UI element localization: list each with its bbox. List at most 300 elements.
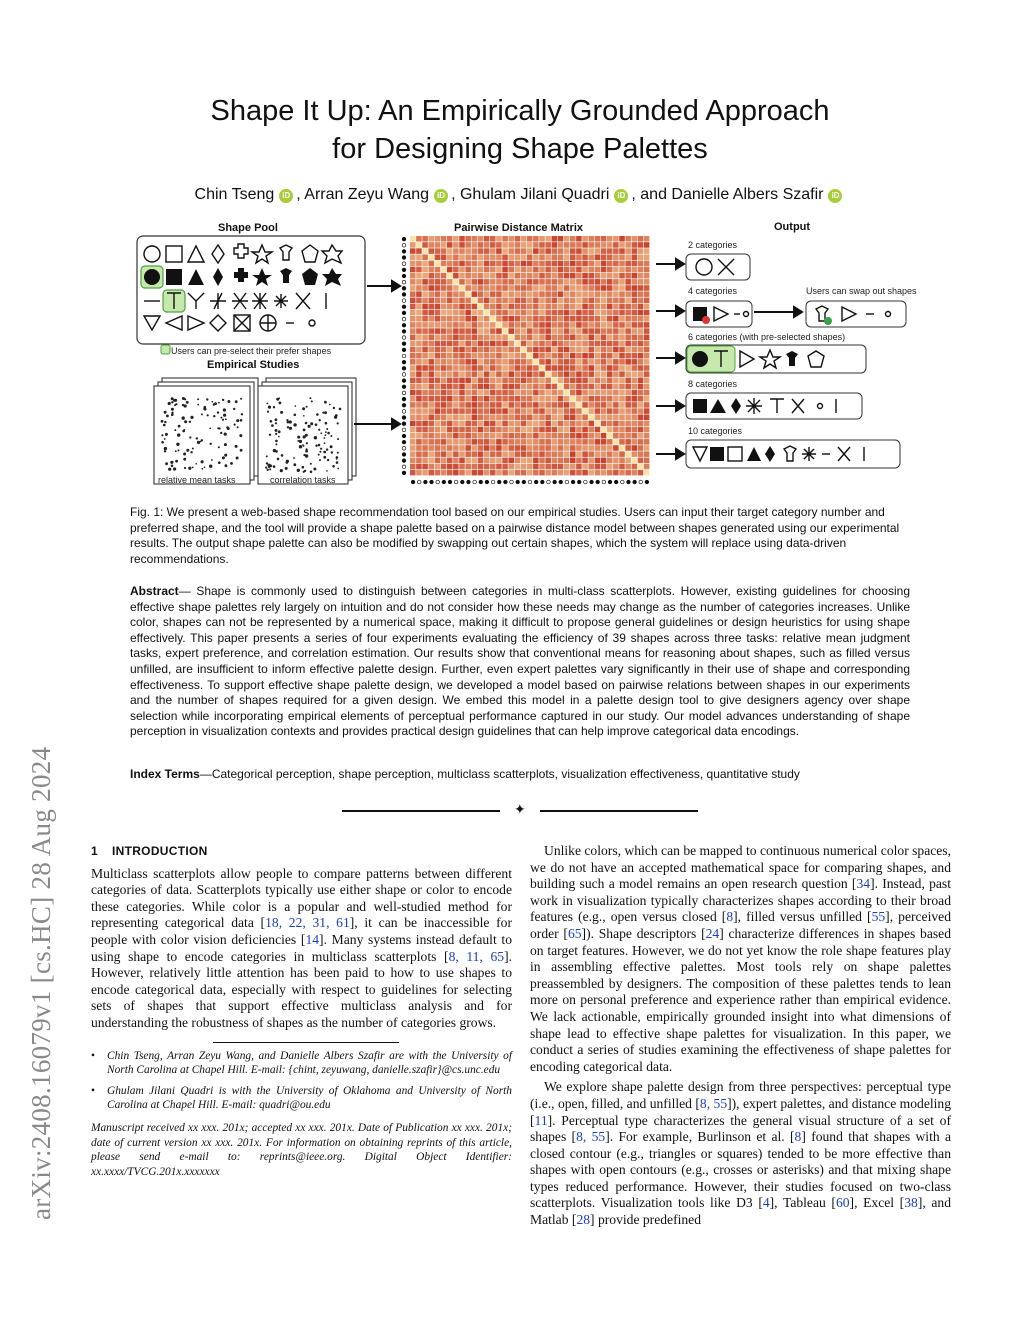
heatmap-cell [435, 304, 441, 310]
heatmap-cell [539, 359, 545, 365]
heatmap-cell [453, 291, 459, 297]
heatmap-cell [435, 273, 441, 279]
heatmap-cell [472, 408, 478, 414]
heatmap-cell [422, 334, 428, 340]
heatmap-cell [533, 439, 539, 445]
orcid-icon[interactable]: iD [828, 189, 842, 203]
heatmap-cell [545, 378, 551, 384]
heatmap-cell [441, 273, 447, 279]
heatmap-cell [545, 341, 551, 347]
heatmap-cell [459, 402, 465, 408]
heatmap-cell [533, 433, 539, 439]
heatmap-cell [465, 341, 471, 347]
scatter-point [175, 450, 177, 452]
heatmap-cell [632, 427, 638, 433]
heatmap-cell [558, 390, 564, 396]
shape-pool-icons [144, 244, 342, 263]
scatter-point [299, 445, 302, 448]
heatmap-cell [552, 353, 558, 359]
heatmap-cell [472, 427, 478, 433]
heatmap-cell [484, 421, 490, 427]
heatmap-cell [552, 347, 558, 353]
heatmap-cell [472, 316, 478, 322]
heatmap-cell [632, 254, 638, 260]
heatmap-cell [558, 378, 564, 384]
scatter-point [336, 461, 339, 464]
heatmap-cell [502, 445, 508, 451]
heatmap-cell [410, 291, 416, 297]
heatmap-cell [453, 396, 459, 402]
heatmap-cell [638, 451, 644, 457]
heatmap-cell [588, 328, 594, 334]
heatmap-cell [459, 248, 465, 254]
heatmap-cell [508, 298, 514, 304]
heatmap-cell [428, 378, 434, 384]
heatmap-cell [490, 291, 496, 297]
heatmap-cell [564, 365, 570, 371]
heatmap-cell [441, 458, 447, 464]
heatmap-cell [484, 365, 490, 371]
heatmap-cell [527, 414, 533, 420]
heatmap-cell [447, 408, 453, 414]
heatmap-cell [490, 390, 496, 396]
heatmap-cell [539, 414, 545, 420]
heatmap-cell [459, 267, 465, 273]
heatmap-cell [545, 458, 551, 464]
heatmap-cell [410, 365, 416, 371]
heatmap-cell [478, 414, 484, 420]
heatmap-cell [447, 310, 453, 316]
heatmap-cell [625, 408, 631, 414]
scatter-point [239, 434, 242, 437]
heatmap-cell [508, 408, 514, 414]
heatmap-cell [453, 304, 459, 310]
heatmap-cell [435, 316, 441, 322]
heatmap-cell [515, 390, 521, 396]
citation-link[interactable]: 65 [567, 925, 582, 941]
heatmap-cell [570, 316, 576, 322]
citation-link[interactable]: 8, 55 [576, 1129, 606, 1145]
citation-link[interactable]: 18, 22, 31, 61 [265, 915, 350, 931]
heatmap-cell [435, 322, 441, 328]
axis-glyph [402, 410, 406, 414]
heatmap-cell [613, 414, 619, 420]
heatmap-cell [601, 334, 607, 340]
heatmap-cell [539, 451, 545, 457]
heatmap-cell [552, 359, 558, 365]
heatmap-cell [416, 242, 422, 248]
heatmap-cell [619, 341, 625, 347]
heatmap-cell [644, 458, 650, 464]
heatmap-cell [564, 310, 570, 316]
heatmap-cell [607, 439, 613, 445]
heatmap-cell [453, 414, 459, 420]
heatmap-cell [582, 427, 588, 433]
heatmap-cell [515, 439, 521, 445]
heatmap-cell [644, 359, 650, 365]
heatmap-cell [459, 322, 465, 328]
heatmap-cell [588, 347, 594, 353]
heatmap-cell [632, 310, 638, 316]
orcid-icon[interactable]: iD [434, 189, 448, 203]
heatmap-cell [552, 365, 558, 371]
heatmap-cell [588, 261, 594, 267]
heatmap-cell [632, 451, 638, 457]
heatmap-cell [422, 433, 428, 439]
heatmap-cell [539, 322, 545, 328]
scatter-point [275, 433, 277, 435]
heatmap-cell [527, 353, 533, 359]
heatmap-cell [632, 378, 638, 384]
footnote-bullet: • [91, 1084, 95, 1097]
scatter-point [287, 421, 290, 424]
citation-link[interactable]: 8, 55 [699, 1095, 728, 1111]
heatmap-cell [428, 341, 434, 347]
heatmap-cell [558, 316, 564, 322]
heatmap-cell [576, 365, 582, 371]
index-terms-text: —Categorical perception, shape perception, multiclass scatterplots, visualization effectiveness, quantitative study [199, 767, 800, 781]
citation-link[interactable]: 34 [856, 876, 871, 892]
heatmap-cell [484, 445, 490, 451]
heatmap-cell [478, 328, 484, 334]
scatter-point [324, 437, 326, 439]
heatmap-cell [632, 304, 638, 310]
citation-link[interactable]: 8 [794, 1129, 802, 1145]
heatmap-cell [459, 328, 465, 334]
heatmap-cell [422, 402, 428, 408]
scatter-point [235, 400, 238, 403]
scatter-point [201, 460, 204, 463]
heatmap-cell [607, 248, 613, 254]
heatmap-cell [558, 427, 564, 433]
heatmap-cell [515, 451, 521, 457]
heatmap-cell [582, 402, 588, 408]
heatmap-cell [582, 353, 588, 359]
heatmap-cell [422, 365, 428, 371]
heatmap-cell [576, 261, 582, 267]
heatmap-cell [465, 310, 471, 316]
heatmap-cell [582, 328, 588, 334]
heatmap-cell [416, 439, 422, 445]
heatmap-cell [533, 414, 539, 420]
heatmap-cell [552, 242, 558, 248]
axis-glyph [402, 299, 406, 303]
citation-link[interactable]: 11 [534, 1112, 548, 1128]
heatmap-cell [582, 279, 588, 285]
heatmap-cell [508, 267, 514, 273]
heatmap-cell [527, 378, 533, 384]
heatmap-cell [472, 236, 478, 242]
heatmap-cell [558, 408, 564, 414]
heatmap-cell [619, 236, 625, 242]
heatmap-cell [558, 402, 564, 408]
heatmap-cell [508, 414, 514, 420]
heatmap-cell [496, 304, 502, 310]
scatter-point [184, 429, 186, 431]
heatmap-cell [552, 236, 558, 242]
heatmap-cell [552, 310, 558, 316]
heatmap-cell [435, 261, 441, 267]
heatmap-cell [410, 408, 416, 414]
heatmap-cell [502, 470, 508, 476]
heatmap-cell [441, 341, 447, 347]
heatmap-cell [478, 310, 484, 316]
heatmap-cell [508, 402, 514, 408]
axis-glyph [402, 397, 406, 401]
heatmap-cell [484, 322, 490, 328]
heatmap-cell [588, 254, 594, 260]
heatmap-cell [564, 279, 570, 285]
heatmap-cell [625, 427, 631, 433]
heatmap-cell [508, 273, 514, 279]
heatmap-cell [459, 390, 465, 396]
heatmap-cell [521, 427, 527, 433]
heatmap-cell [539, 273, 545, 279]
heatmap-cell [484, 396, 490, 402]
heatmap-cell [484, 279, 490, 285]
heatmap-cell [588, 378, 594, 384]
heatmap-cell [607, 316, 613, 322]
heatmap-cell [447, 248, 453, 254]
heatmap-cell [496, 414, 502, 420]
heatmap-cell [490, 304, 496, 310]
heatmap-cell [478, 291, 484, 297]
heatmap-cell [465, 390, 471, 396]
heatmap-cell [552, 261, 558, 267]
heatmap-cell [638, 279, 644, 285]
heatmap-cell [588, 433, 594, 439]
heatmap-cell [502, 273, 508, 279]
heatmap-cell [422, 347, 428, 353]
citation-link[interactable]: 38 [904, 1195, 918, 1211]
heatmap-cell [552, 254, 558, 260]
heatmap-cell [515, 421, 521, 427]
heatmap-cell [459, 254, 465, 260]
heatmap-cell [607, 464, 613, 470]
heatmap-cell [478, 298, 484, 304]
left-column [91, 843, 512, 1179]
heatmap-cell [527, 291, 533, 297]
heatmap-cell [613, 254, 619, 260]
axis-glyph [402, 293, 406, 297]
heatmap-cell [496, 236, 502, 242]
citation-link[interactable]: 60 [835, 1195, 850, 1211]
heatmap-cell [453, 273, 459, 279]
heatmap-cell [564, 236, 570, 242]
heatmap-cell [459, 396, 465, 402]
scatter-point [318, 444, 321, 447]
heatmap-cell [502, 464, 508, 470]
heatmap-cell [545, 439, 551, 445]
heatmap-cell [595, 267, 601, 273]
scatter-point [201, 413, 203, 415]
heatmap-cell [441, 451, 447, 457]
heatmap-cell [422, 261, 428, 267]
citation-link[interactable]: 8, 11, 65 [448, 948, 505, 964]
heatmap-cell [638, 365, 644, 371]
heatmap-cell [625, 458, 631, 464]
scatter-point [327, 432, 330, 435]
heatmap-cell [552, 470, 558, 476]
heatmap-cell [447, 242, 453, 248]
scatter-point [223, 408, 226, 411]
heatmap-cell [515, 285, 521, 291]
citation-link[interactable]: 14 [305, 931, 320, 947]
heatmap-cell [527, 254, 533, 260]
heatmap-cell [459, 236, 465, 242]
heatmap-cell [564, 451, 570, 457]
heatmap-cell [459, 304, 465, 310]
heatmap-cell [435, 347, 441, 353]
heatmap-cell [570, 328, 576, 334]
heatmap-cell [521, 285, 527, 291]
heatmap-cell [601, 359, 607, 365]
citation-link[interactable]: 55 [871, 909, 886, 925]
scatter-point [220, 432, 222, 434]
scatter-point [171, 408, 174, 411]
heatmap-cell [545, 396, 551, 402]
heatmap-cell [502, 347, 508, 353]
heatmap-cell [410, 414, 416, 420]
citation-link[interactable]: 8 [726, 909, 734, 925]
heatmap-cell [607, 285, 613, 291]
divider-ornament: ✦ [514, 803, 526, 818]
scatter-point [175, 460, 178, 463]
heatmap-cell [625, 334, 631, 340]
heatmap-cell [428, 267, 434, 273]
heatmap-cell [422, 427, 428, 433]
heatmap-cell [508, 316, 514, 322]
heatmap-cell [558, 328, 564, 334]
heatmap-cell [447, 464, 453, 470]
orcid-icon[interactable]: iD [614, 189, 628, 203]
heatmap-cell [595, 402, 601, 408]
orcid-icon[interactable]: iD [279, 189, 293, 203]
axis-glyph [402, 434, 406, 438]
heatmap-cell [644, 402, 650, 408]
heatmap-cell [416, 414, 422, 420]
heatmap-cell [613, 242, 619, 248]
heatmap-cell [545, 433, 551, 439]
heatmap-cell [490, 451, 496, 457]
heatmap-cell [576, 402, 582, 408]
heatmap-cell [422, 470, 428, 476]
scatter-point [168, 402, 171, 405]
heatmap-cell [570, 414, 576, 420]
heatmap-cell [502, 291, 508, 297]
heatmap-cell [410, 378, 416, 384]
heatmap-cell [619, 439, 625, 445]
heatmap-cell [428, 291, 434, 297]
heatmap-cell [545, 273, 551, 279]
heatmap-cell [428, 458, 434, 464]
heatmap-cell [576, 371, 582, 377]
heatmap-cell [478, 347, 484, 353]
scatter-point [265, 467, 267, 469]
section-number: 1 [91, 844, 98, 858]
heatmap-cell [595, 439, 601, 445]
heatmap-cell [545, 291, 551, 297]
heatmap-cell [465, 322, 471, 328]
scatter-point [329, 404, 331, 406]
heatmap-cell [527, 371, 533, 377]
heatmap-cell [435, 328, 441, 334]
scatter-point [184, 398, 186, 400]
heatmap-cell [552, 304, 558, 310]
heatmap-cell [453, 353, 459, 359]
heatmap-cell [558, 371, 564, 377]
heatmap-cell [459, 359, 465, 365]
axis-glyph [402, 311, 406, 315]
heatmap-cell [484, 451, 490, 457]
heatmap-cell [490, 384, 496, 390]
heatmap-cell [619, 433, 625, 439]
heatmap-cell [632, 470, 638, 476]
heatmap-cell [558, 261, 564, 267]
heatmap-cell [472, 439, 478, 445]
heatmap-cell [576, 316, 582, 322]
heatmap-cell [638, 464, 644, 470]
heatmap-cell [558, 248, 564, 254]
heatmap-cell [490, 365, 496, 371]
citation-link[interactable]: 4 [762, 1195, 770, 1211]
citation-link[interactable]: 28 [576, 1212, 591, 1228]
heatmap-cell [545, 334, 551, 340]
scatter-point [273, 406, 275, 408]
heatmap-cell [533, 304, 539, 310]
heatmap-cell [588, 291, 594, 297]
scatter-card-correlation [258, 386, 348, 484]
heatmap-cell [410, 267, 416, 273]
scatter-point [311, 400, 313, 402]
heatmap-cell [607, 242, 613, 248]
heatmap-cell [472, 347, 478, 353]
heatmap-cell [484, 359, 490, 365]
heatmap-cell [644, 328, 650, 334]
heatmap-cell [416, 371, 422, 377]
scatter-point [275, 443, 277, 445]
output-4-label: 4 categories [688, 286, 738, 296]
heatmap-cell [502, 328, 508, 334]
heatmap-cell [644, 267, 650, 273]
citation-link[interactable]: 24 [705, 925, 720, 941]
heatmap-cell [582, 458, 588, 464]
heatmap-cell [625, 279, 631, 285]
heatmap-cell [576, 285, 582, 291]
heatmap-cell [595, 384, 601, 390]
heatmap-cell [588, 310, 594, 316]
heatmap-cell [515, 341, 521, 347]
heatmap-cell [410, 261, 416, 267]
heatmap-cell [428, 273, 434, 279]
heatmap-cell [595, 378, 601, 384]
heatmap-cell [453, 341, 459, 347]
heatmap-cell [545, 470, 551, 476]
axis-glyph [541, 480, 545, 484]
heatmap-cell [619, 359, 625, 365]
heatmap-cell [564, 439, 570, 445]
heatmap-cell [515, 316, 521, 322]
heatmap-cell [435, 310, 441, 316]
heatmap-cell [484, 242, 490, 248]
filled-shape-row [144, 268, 342, 286]
heatmap-cell [644, 371, 650, 377]
heatmap-cell [508, 248, 514, 254]
heatmap-cell [595, 353, 601, 359]
axis-glyph [454, 480, 458, 484]
axis-glyph [402, 287, 406, 291]
heatmap-cell [619, 384, 625, 390]
